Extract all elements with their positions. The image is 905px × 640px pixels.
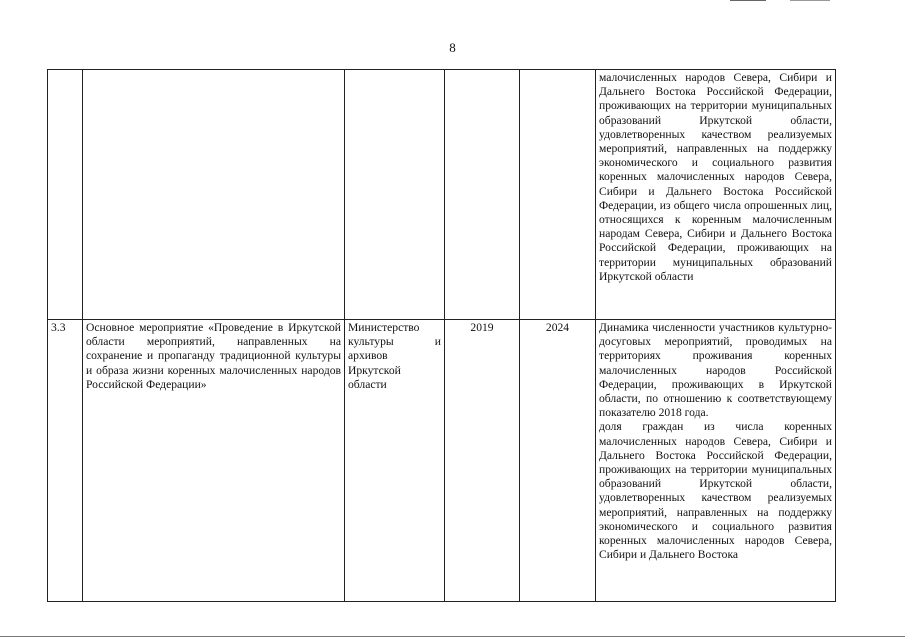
cell-name: Основное мероприятие «Проведение в Иркутской области мероприятий, направленных на сохранение и пропаганду традиционной культуры и образа жизни коренных малочисленных народов Российской Федерации» — [83, 320, 345, 602]
scan-mark — [730, 0, 766, 1]
cell-start-year: 2019 — [445, 320, 520, 602]
page-number: 8 — [449, 40, 456, 55]
scan-mark — [790, 0, 830, 1]
cell-indicator — [596, 320, 836, 602]
cell-indicator: малочисленных народов Севера, Сибири и Дальнего Востока Российской Федерации, проживающих на территории муниципальных образований Иркутской области, удовлетворенных качеством реализуемых мероприятий, направленных на поддержку экономического и социального развития коренных малочисленных народов Севера, Сибири и Дальнего Востока Российской Федерации, из общего числа опрошенных лиц, относящихся к коренным малочисленным народам Севера, Сибири и Дальнего Востока Российской Федерации, проживающих на территории муниципальных образований Иркутской области — [596, 70, 836, 320]
table-row-3-3 — [48, 320, 836, 602]
cell-executor — [345, 70, 445, 320]
cell-name — [83, 70, 345, 320]
cell-start-year — [445, 70, 520, 320]
program-table — [47, 69, 836, 602]
page-edge — [0, 636, 905, 637]
indicator-2: доля граждан из числа коренных малочисленных народов Севера, Сибири и Дальнего Востока Российской Федерации, проживающих на территории муниципальных образований Иркутской области, удовлетворенных качеством реализуемых мероприятий, направленных на поддержку экономического и социального развития коренных малочисленных народов Севера, Сибири и Дальнего Востока — [599, 420, 832, 562]
table-row-continuation — [48, 70, 836, 320]
cell-number: 3.3 — [48, 320, 83, 602]
cell-number — [48, 70, 83, 320]
cell-end-year — [520, 70, 596, 320]
cell-end-year: 2024 — [520, 320, 596, 602]
indicator-1: Динамика численности участников культурно-досуговых мероприятий, проводимых на территориях проживания коренных малочисленных народов Российской Федерации, проживающих в Иркутской области, по отношению к соответствующему показателю 2018 года. — [599, 321, 832, 420]
cell-executor: Министерство культуры и архивов Иркутской области — [345, 320, 445, 602]
